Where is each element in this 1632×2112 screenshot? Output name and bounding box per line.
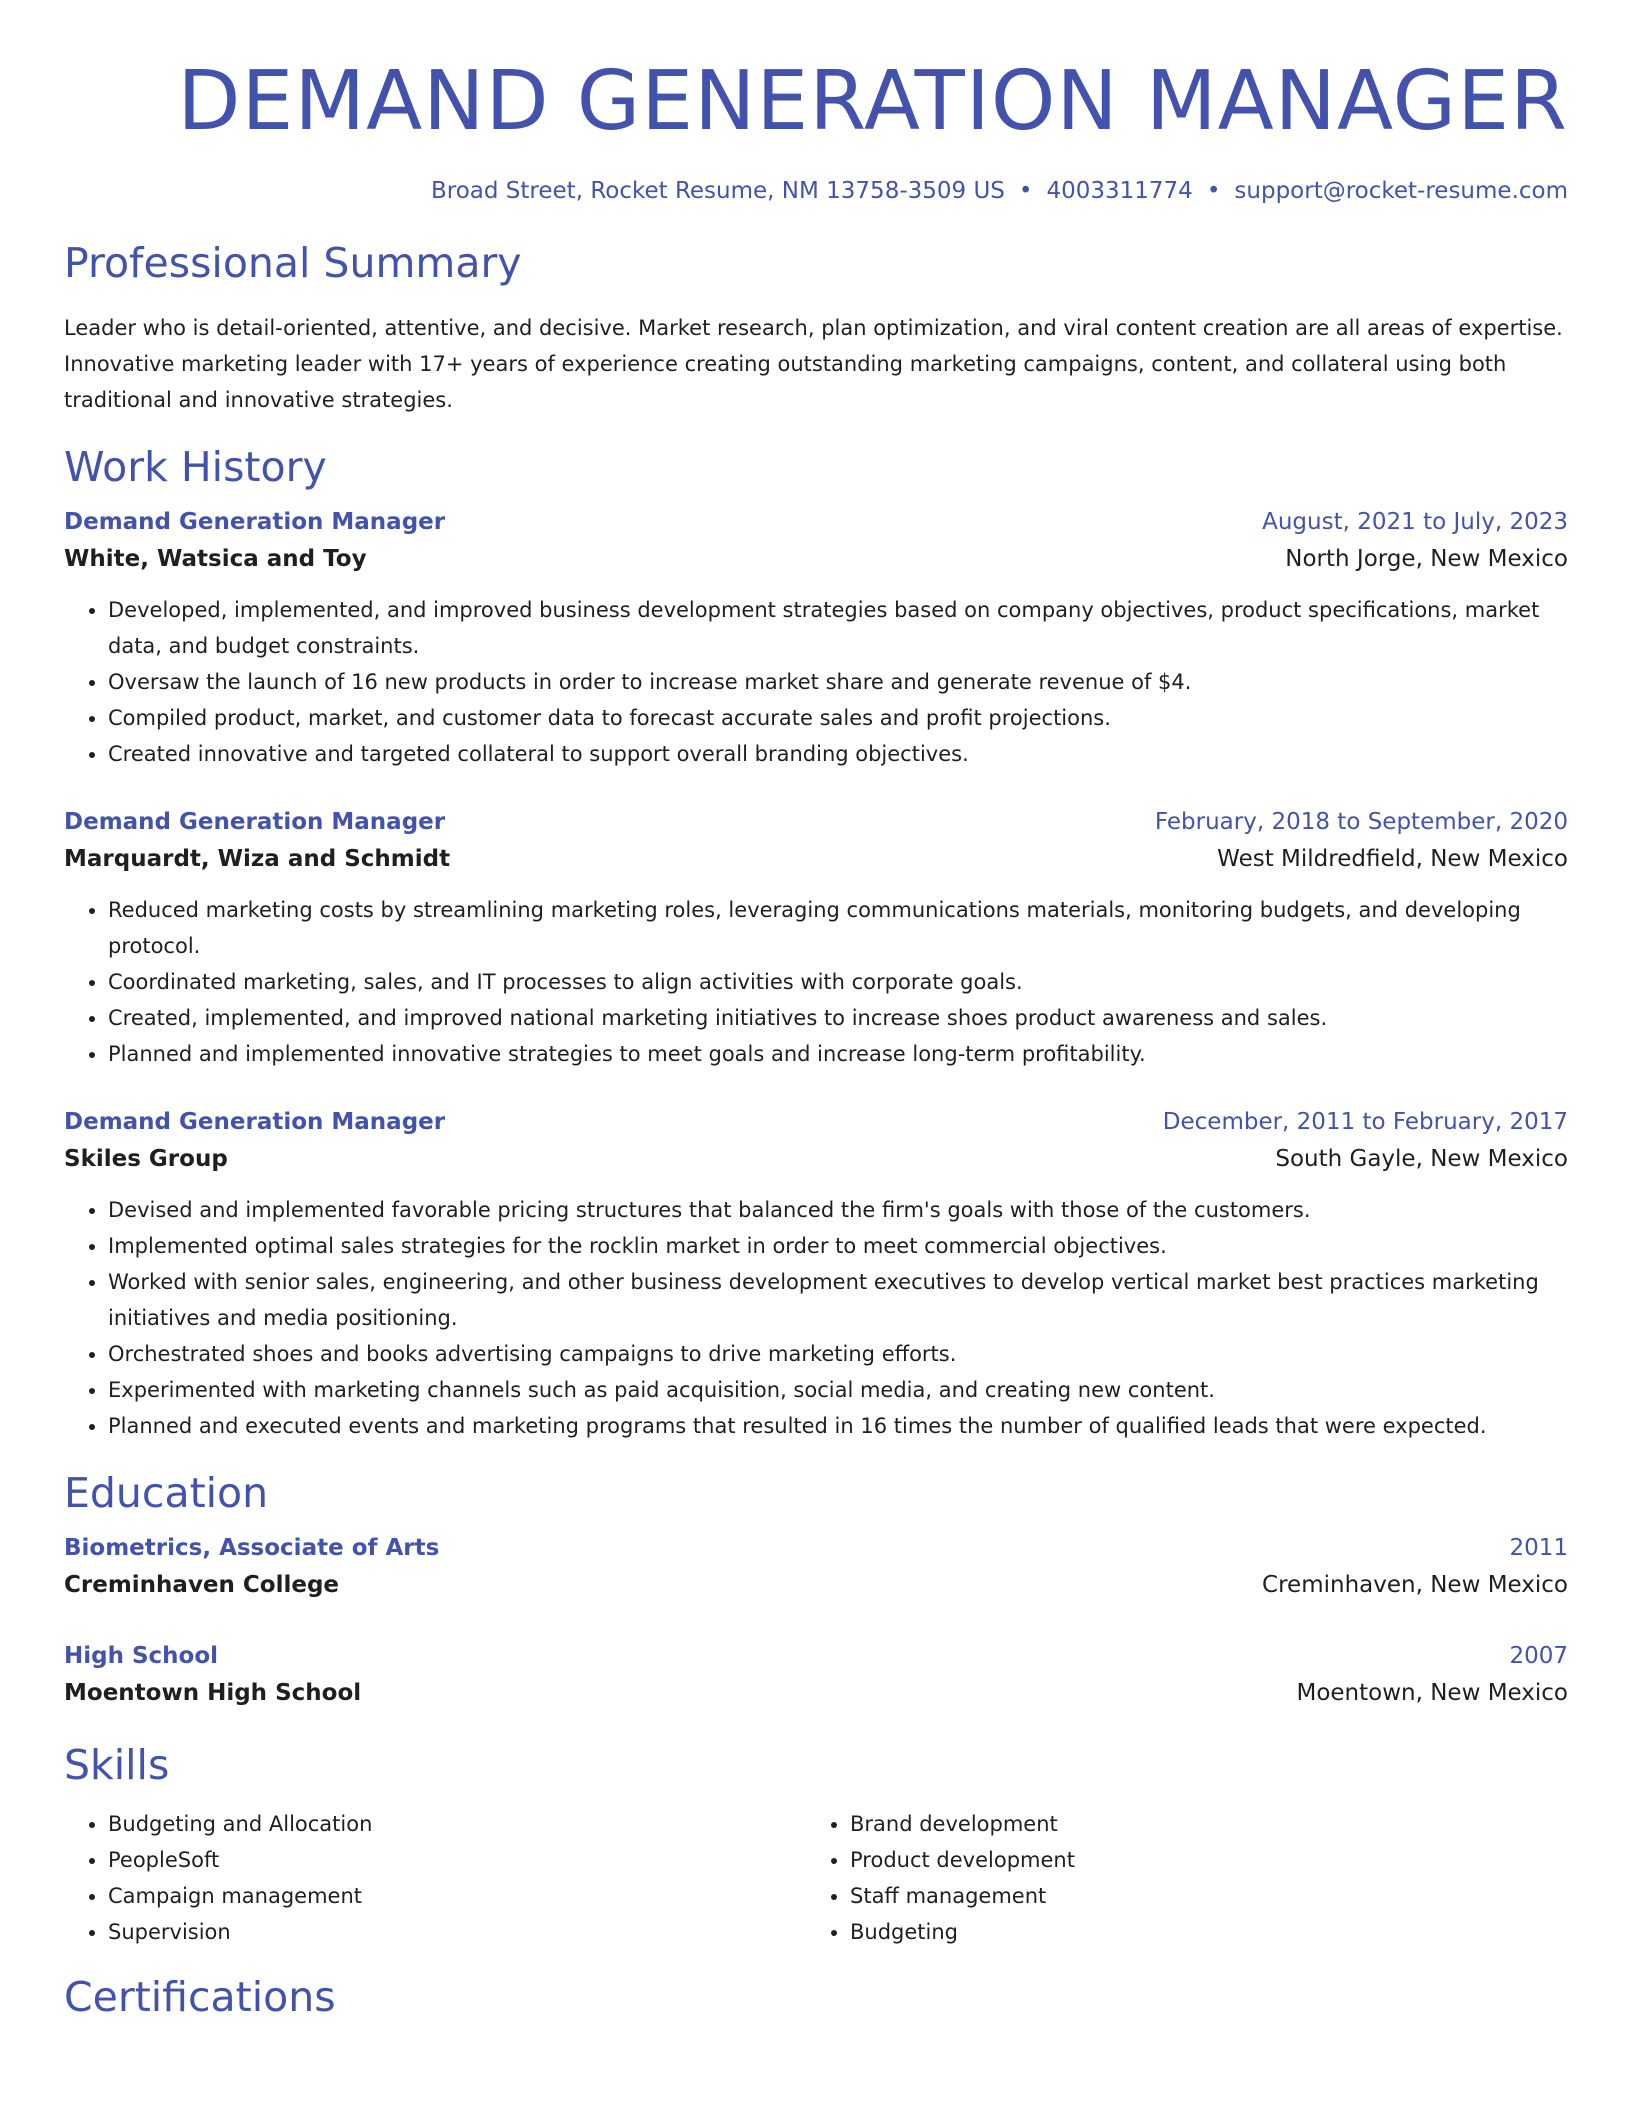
job-role: Demand Generation Manager xyxy=(64,509,446,535)
education-degree: Biometrics, Associate of Arts xyxy=(64,1535,440,1561)
job-company: Skiles Group xyxy=(64,1146,228,1172)
job-bullet: • Worked with senior sales, engineering, and other business development executives to develop vertical market best practices marketing initiatives and media positioning. xyxy=(108,1264,1568,1336)
skill-item: • Budgeting and Allocation xyxy=(108,1806,806,1842)
job-entry xyxy=(64,804,1568,1072)
education-year: 2007 xyxy=(1509,1643,1568,1669)
contact-email[interactable]: support@rocket-resume.com xyxy=(1234,178,1568,204)
resume-page xyxy=(64,0,1568,2022)
job-bullets xyxy=(64,892,1568,1072)
section-title-certifications: Certifications xyxy=(64,1973,336,2021)
skills-section xyxy=(64,1740,1568,1950)
job-bullet: • Orchestrated shoes and books advertising campaigns to drive marketing efforts. xyxy=(108,1336,1568,1372)
job-dates: December, 2011 to February, 2017 xyxy=(1162,1109,1568,1135)
skills-columns xyxy=(64,1806,1568,1950)
job-bullet: • Devised and implemented favorable pricing structures that balanced the firm's goals with those of the customers. xyxy=(108,1192,1568,1228)
job-bullets xyxy=(64,1192,1568,1444)
contact-separator: • xyxy=(1018,178,1033,204)
skill-item: • Product development xyxy=(850,1842,1548,1878)
education-year: 2011 xyxy=(1509,1535,1568,1561)
contact-separator: • xyxy=(1206,178,1221,204)
education-school: Creminhaven College xyxy=(64,1572,340,1598)
job-dates: February, 2018 to September, 2020 xyxy=(1154,809,1568,835)
job-company: Marquardt, Wiza and Schmidt xyxy=(64,846,451,872)
job-bullet: • Planned and implemented innovative strategies to meet goals and increase long-term profitability. xyxy=(108,1036,1568,1072)
job-role: Demand Generation Manager xyxy=(64,1109,446,1135)
education-school: Moentown High School xyxy=(64,1680,362,1706)
job-bullet: • Developed, implemented, and improved business development strategies based on company objectives, product specifications, market data, and budget constraints. xyxy=(108,592,1568,664)
job-location: North Jorge, New Mexico xyxy=(1285,546,1568,572)
skill-item: • Campaign management xyxy=(108,1878,806,1914)
job-role: Demand Generation Manager xyxy=(64,809,446,835)
contact-address: Broad Street, Rocket Resume, NM 13758-3509 US xyxy=(431,178,1005,204)
section-title-skills: Skills xyxy=(64,1741,170,1789)
job-bullet: • Created, implemented, and improved national marketing initiatives to increase shoes product awareness and sales. xyxy=(108,1000,1568,1036)
certifications-section xyxy=(64,1972,1568,2022)
job-bullet: • Reduced marketing costs by streamlining marketing roles, leveraging communications materials, monitoring budgets, and developing protocol. xyxy=(108,892,1568,964)
job-bullet: • Compiled product, market, and customer data to forecast accurate sales and profit projections. xyxy=(108,700,1568,736)
education-degree: High School xyxy=(64,1643,219,1669)
job-bullet: • Oversaw the launch of 16 new products in order to increase market share and generate revenue of $4. xyxy=(108,664,1568,700)
education-entry xyxy=(64,1638,1568,1712)
job-bullets xyxy=(64,592,1568,772)
section-title-work-history: Work History xyxy=(64,443,327,491)
job-bullet: • Implemented optimal sales strategies for the rocklin market in order to meet commercial objectives. xyxy=(108,1228,1568,1264)
contact-phone: 4003311774 xyxy=(1046,178,1193,204)
education-location: Moentown, New Mexico xyxy=(1296,1680,1568,1706)
education-section xyxy=(64,1468,1568,1712)
skill-item: • Supervision xyxy=(108,1914,806,1950)
contact-line xyxy=(64,176,1568,206)
section-title-education: Education xyxy=(64,1469,269,1517)
job-bullet: • Created innovative and targeted collateral to support overall branding objectives. xyxy=(108,736,1568,772)
job-location: West Mildredfield, New Mexico xyxy=(1217,846,1568,872)
summary-text: Leader who is detail-oriented, attentive, and decisive. Market research, plan optimization, and viral content creation are all areas of expertise. Innovative marketing leader with 17+ years of experience creating outstanding marketing campaigns, content, and collateral using both traditional and innovative strategies. xyxy=(64,316,1563,412)
education-entry xyxy=(64,1530,1568,1604)
education-location: Creminhaven, New Mexico xyxy=(1262,1572,1568,1598)
resume-name: DEMAND GENERATION MANAGER xyxy=(177,54,1568,149)
job-entry xyxy=(64,1104,1568,1444)
summary-section xyxy=(64,238,1568,418)
job-company: White, Watsica and Toy xyxy=(64,546,367,572)
job-location: South Gayle, New Mexico xyxy=(1275,1146,1568,1172)
skills-list-right xyxy=(806,1806,1548,1950)
job-dates: August, 2021 to July, 2023 xyxy=(1262,509,1568,535)
job-bullet: • Experimented with marketing channels such as paid acquisition, social media, and creating new content. xyxy=(108,1372,1568,1408)
job-entry xyxy=(64,504,1568,772)
skills-list-left xyxy=(64,1806,806,1950)
job-bullet: • Coordinated marketing, sales, and IT processes to align activities with corporate goals. xyxy=(108,964,1568,1000)
skill-item: • Budgeting xyxy=(850,1914,1548,1950)
skill-item: • PeopleSoft xyxy=(108,1842,806,1878)
section-title-summary: Professional Summary xyxy=(64,239,522,287)
skill-item: • Staff management xyxy=(850,1878,1548,1914)
job-bullet: • Planned and executed events and marketing programs that resulted in 16 times the number of qualified leads that were expected. xyxy=(108,1408,1568,1444)
work-history-section xyxy=(64,442,1568,1444)
skill-item: • Brand development xyxy=(850,1806,1548,1842)
